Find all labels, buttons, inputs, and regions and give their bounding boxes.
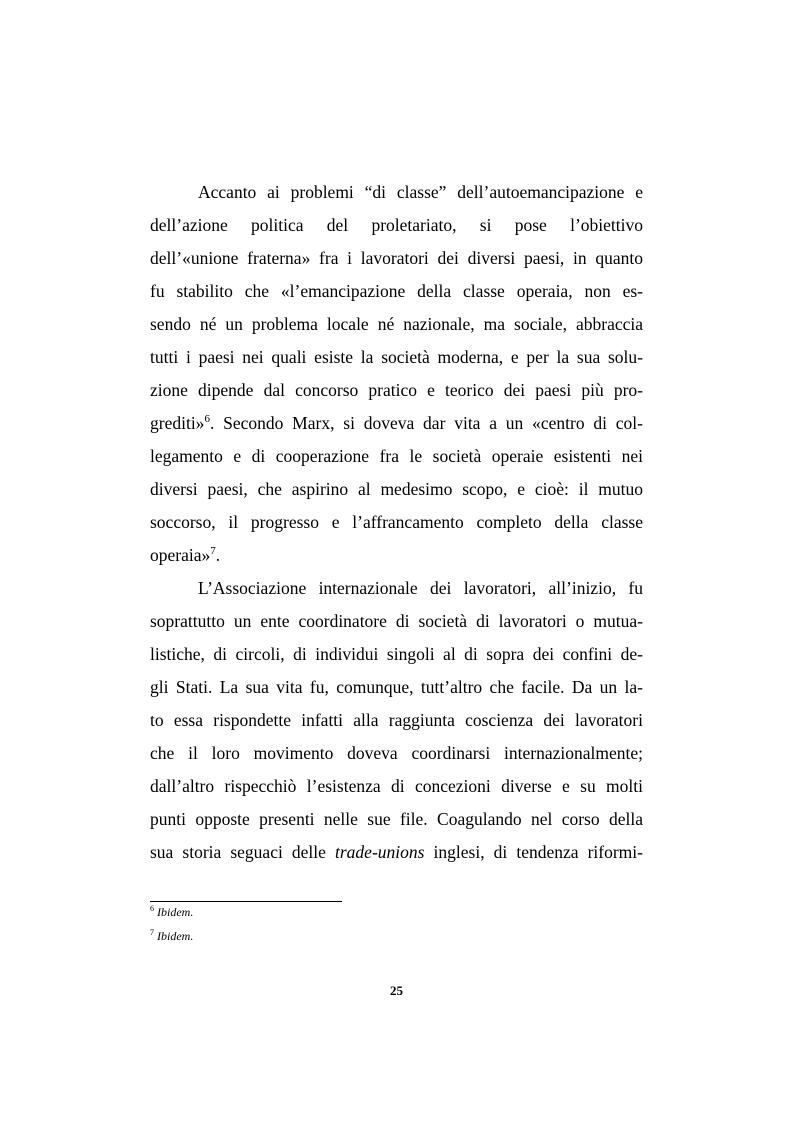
footnote-separator — [150, 901, 342, 902]
text-line: gli Stati. La sua vita fu, comunque, tutt’altro che facile. Da un la- — [150, 677, 643, 697]
footnote-text: Ibidem. — [157, 905, 194, 919]
text-line: dell’azione politica del proletariato, si pose l’obiettivo — [150, 215, 643, 235]
italic-term: trade-unions — [335, 842, 425, 862]
text-line: legamento e di cooperazione fra le società operaie esistenti nei — [150, 446, 643, 466]
text-line — [150, 412, 643, 434]
text-line — [150, 544, 643, 566]
text-fragment: grediti» — [150, 413, 205, 433]
footnote-text: Ibidem. — [157, 929, 194, 943]
text-line: punti opposte presenti nelle sue file. Coagulando nel corso della — [150, 809, 643, 829]
footnote-ref-6: 6 — [204, 413, 210, 425]
text-line: listiche, di circoli, di individui singoli al di sopra dei confini de- — [150, 644, 643, 664]
text-fragment: sua storia seguaci delle — [150, 842, 335, 862]
text-fragment: . — [215, 545, 221, 565]
text-line: to essa rispondette infatti alla raggiunta coscienza dei lavoratori — [150, 710, 643, 730]
text-line: dell’«unione fraterna» fra i lavoratori dei diversi paesi, in quanto — [150, 248, 643, 268]
text-line: fu stabilito che «l’emancipazione della classe operaia, non es- — [150, 281, 643, 301]
text-line: soccorso, il progresso e l’affrancamento completo della classe — [150, 512, 643, 532]
text-line: Accanto ai problemi “di classe” dell’autoemancipazione e — [198, 182, 643, 202]
page-number: 25 — [390, 983, 403, 998]
footnote-ref-7: 7 — [210, 545, 216, 557]
text-line: tutti i paesi nei quali esiste la società moderna, e per la sua solu- — [150, 347, 643, 367]
text-fragment: inglesi, di tendenza riformi- — [424, 842, 643, 862]
footnote — [150, 905, 193, 919]
text-line: sendo né un problema locale né nazionale, ma sociale, abbraccia — [150, 314, 643, 334]
text-fragment: operaia» — [150, 545, 211, 565]
text-line — [150, 841, 643, 863]
text-line: dall’altro rispecchiò l’esistenza di concezioni diverse e su molti — [150, 776, 643, 796]
footnote-marker: 6 — [150, 904, 154, 913]
footnote-marker: 7 — [150, 928, 154, 937]
footnote — [150, 929, 193, 943]
text-fragment: . Secondo Marx, si doveva dar vita a un «centro di col- — [209, 413, 643, 433]
text-line: soprattutto un ente coordinatore di società di lavoratori o mutua- — [150, 611, 643, 631]
text-line: zione dipende dal concorso pratico e teorico dei paesi più pro- — [150, 380, 643, 400]
text-line: L’Associazione internazionale dei lavoratori, all’inizio, fu — [198, 578, 643, 598]
text-line: diversi paesi, che aspirino al medesimo scopo, e cioè: il mutuo — [150, 479, 643, 499]
text-line: che il loro movimento doveva coordinarsi internazionalmente; — [150, 743, 643, 763]
